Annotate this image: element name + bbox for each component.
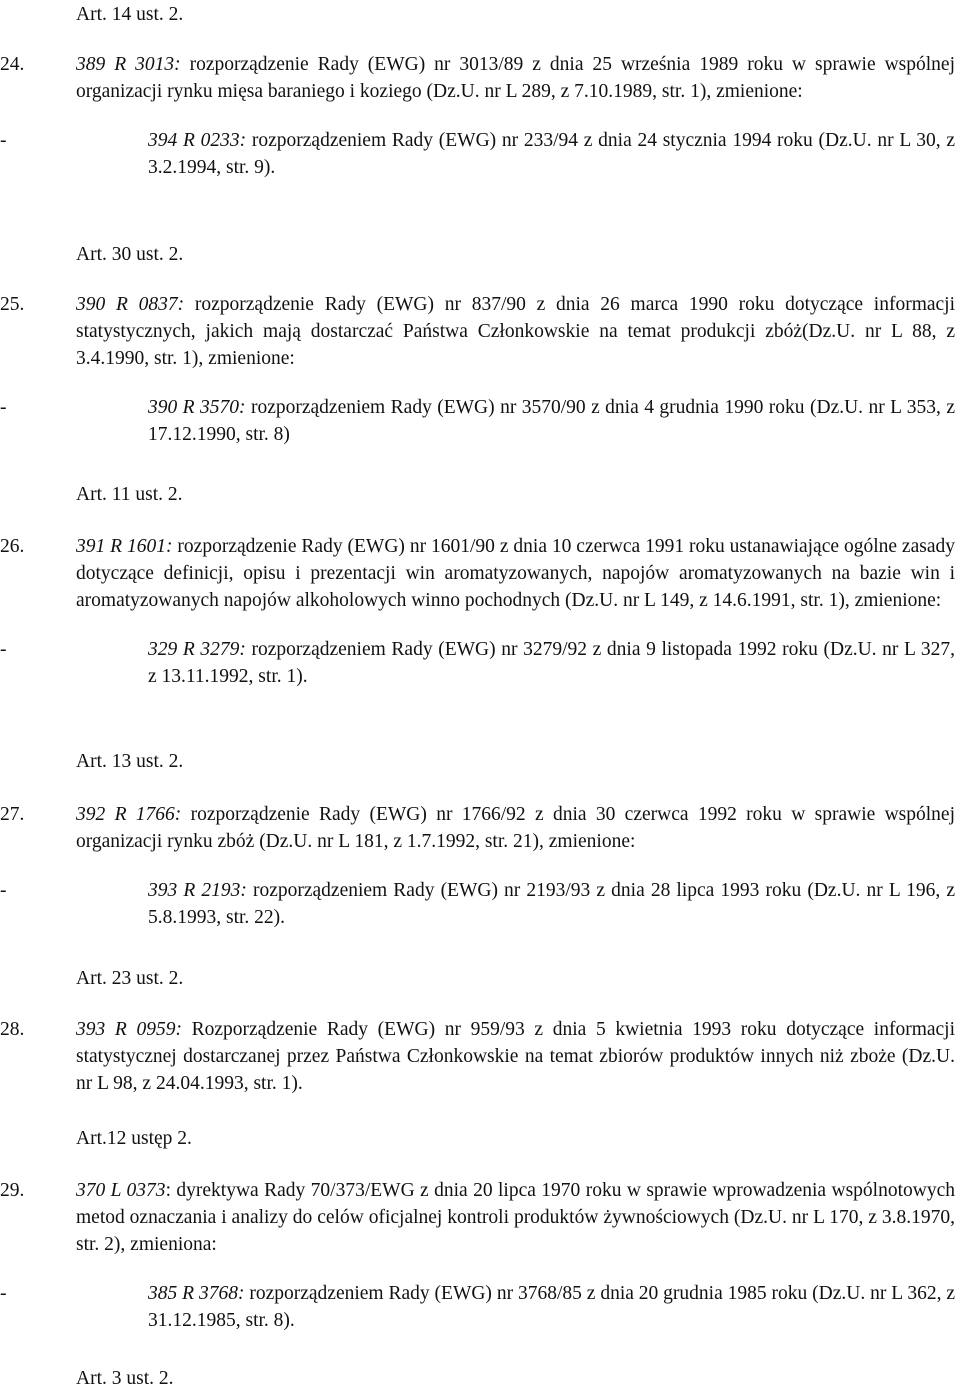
entry-25 xyxy=(0,291,955,448)
amendment-reference: 393 R 2193: xyxy=(148,880,247,901)
amendment-dash: - xyxy=(0,1283,7,1304)
entry-number: 25. xyxy=(0,294,25,315)
article-reference: Art. 13 ust. 2. xyxy=(76,751,184,772)
regulation-reference: 370 L 0373 xyxy=(76,1180,166,1201)
regulation-reference: 393 R 0959: xyxy=(76,1019,182,1040)
entry-28 xyxy=(0,1016,955,1097)
amendment-reference: 329 R 3279: xyxy=(148,639,246,660)
entry-26 xyxy=(0,533,955,690)
entry-description: rozporządzenie Rady (EWG) nr 3013/89 z dnia 25 września 1989 roku w sprawie wspólnej organizacji rynku mięsa baraniego i koziego (Dz.U. nr L 289, z 7.10.1989, str. 1), zmienione: xyxy=(76,54,956,102)
amendment-text xyxy=(148,127,955,181)
entry-description: rozporządzenie Rady (EWG) nr 1601/90 z dnia 10 czerwca 1991 roku ustanawiające ogólne zasady dotyczące definicji, opisu i prezentacji win aromatyzowanych, napojów aromatyzowanych na bazie win i aromatyzowanych napojów alkoholowych winno pochodnych (Dz.U. nr L 149, z 14.6.1991, str. 1), zmienione: xyxy=(76,536,955,611)
article-reference: Art. 11 ust. 2. xyxy=(76,484,183,505)
entry-number: 29. xyxy=(0,1180,25,1201)
amendment-text xyxy=(148,636,955,690)
entry-number: 26. xyxy=(0,536,25,557)
article-reference: Art. 3 ust. 2. xyxy=(76,1368,174,1389)
entry-29 xyxy=(0,1177,955,1334)
regulation-reference: 392 R 1766: xyxy=(76,804,182,825)
entry-description: : dyrektywa Rady 70/373/EWG z dnia 20 lipca 1970 roku w sprawie wprowadzenia wspólnotowych metod oznaczania i analizy do celów oficjalnej kontroli produktów żywnościowych (Dz.U. nr L 170, z 3.8.1970, str. 2), zmieniona: xyxy=(76,1180,955,1255)
entry-24 xyxy=(0,51,955,181)
amendment-text xyxy=(148,877,955,931)
entry-number: 24. xyxy=(0,54,25,75)
entry-text xyxy=(76,51,955,105)
amendment-description: rozporządzeniem Rady (EWG) nr 3768/85 z dnia 20 grudnia 1985 roku (Dz.U. nr L 362, z 31.12.1985, str. 8). xyxy=(148,1283,956,1331)
amendment-reference: 390 R 3570: xyxy=(148,397,246,418)
regulation-reference: 391 R 1601: xyxy=(76,536,173,557)
entry-27 xyxy=(0,801,955,931)
amendment-reference: 385 R 3768: xyxy=(148,1283,245,1304)
amendment xyxy=(0,1280,955,1334)
amendment-dash: - xyxy=(0,130,7,151)
amendment-text xyxy=(148,394,955,448)
amendment-reference: 394 R 0233: xyxy=(148,130,247,151)
entry-text xyxy=(76,801,955,855)
amendment-description: rozporządzeniem Rady (EWG) nr 3570/90 z dnia 4 grudnia 1990 roku (Dz.U. nr L 353, z 17.12.1990, str. 8) xyxy=(148,397,955,445)
amendment-dash: - xyxy=(0,397,7,418)
amendment xyxy=(0,127,955,181)
article-reference: Art. 23 ust. 2. xyxy=(76,968,184,989)
entry-description: rozporządzenie Rady (EWG) nr 837/90 z dnia 26 marca 1990 roku dotyczące informacji statystycznych, jakich mają dostarczać Państwa Członkowskie na temat produkcji zbóż(Dz.U. nr L 88, z 3.4.1990, str. 1), zmienione: xyxy=(76,294,956,369)
entry-text xyxy=(76,1177,955,1258)
entry-description: rozporządzenie Rady (EWG) nr 1766/92 z dnia 30 czerwca 1992 roku w sprawie wspólnej organizacji rynku zbóż (Dz.U. nr L 181, z 1.7.1992, str. 21), zmienione: xyxy=(76,804,955,852)
amendment-dash: - xyxy=(0,880,7,901)
amendment-description: rozporządzeniem Rady (EWG) nr 2193/93 z dnia 28 lipca 1993 roku (Dz.U. nr L 196, z 5.8.1993, str. 22). xyxy=(148,880,956,928)
entry-number: 27. xyxy=(0,804,25,825)
amendment-dash: - xyxy=(0,639,7,660)
article-reference: Art.12 ustęp 2. xyxy=(76,1128,192,1149)
amendment-text xyxy=(148,1280,955,1334)
entry-number: 28. xyxy=(0,1019,25,1040)
entry-text xyxy=(76,533,955,614)
entry-text xyxy=(76,1016,955,1097)
amendment-description: rozporządzeniem Rady (EWG) nr 3279/92 z dnia 9 listopada 1992 roku (Dz.U. nr L 327, z 13.11.1992, str. 1). xyxy=(148,639,955,687)
amendment xyxy=(0,636,955,690)
regulation-reference: 389 R 3013: xyxy=(76,54,181,75)
entry-text xyxy=(76,291,955,372)
entry-description: Rozporządzenie Rady (EWG) nr 959/93 z dnia 5 kwietnia 1993 roku dotyczące informacji statystycznej dostarczanej przez Państwa Członkowskie na temat zbiorów produktów innych niż zboże (Dz.U. nr L 98, z 24.04.1993, str. 1). xyxy=(76,1019,956,1094)
amendment-description: rozporządzeniem Rady (EWG) nr 233/94 z dnia 24 stycznia 1994 roku (Dz.U. nr L 30, z 3.2.1994, str. 9). xyxy=(148,130,956,178)
amendment xyxy=(0,877,955,931)
article-reference-top: Art. 14 ust. 2. xyxy=(76,4,184,25)
regulation-reference: 390 R 0837: xyxy=(76,294,185,315)
article-reference: Art. 30 ust. 2. xyxy=(76,244,184,265)
amendment xyxy=(0,394,955,448)
